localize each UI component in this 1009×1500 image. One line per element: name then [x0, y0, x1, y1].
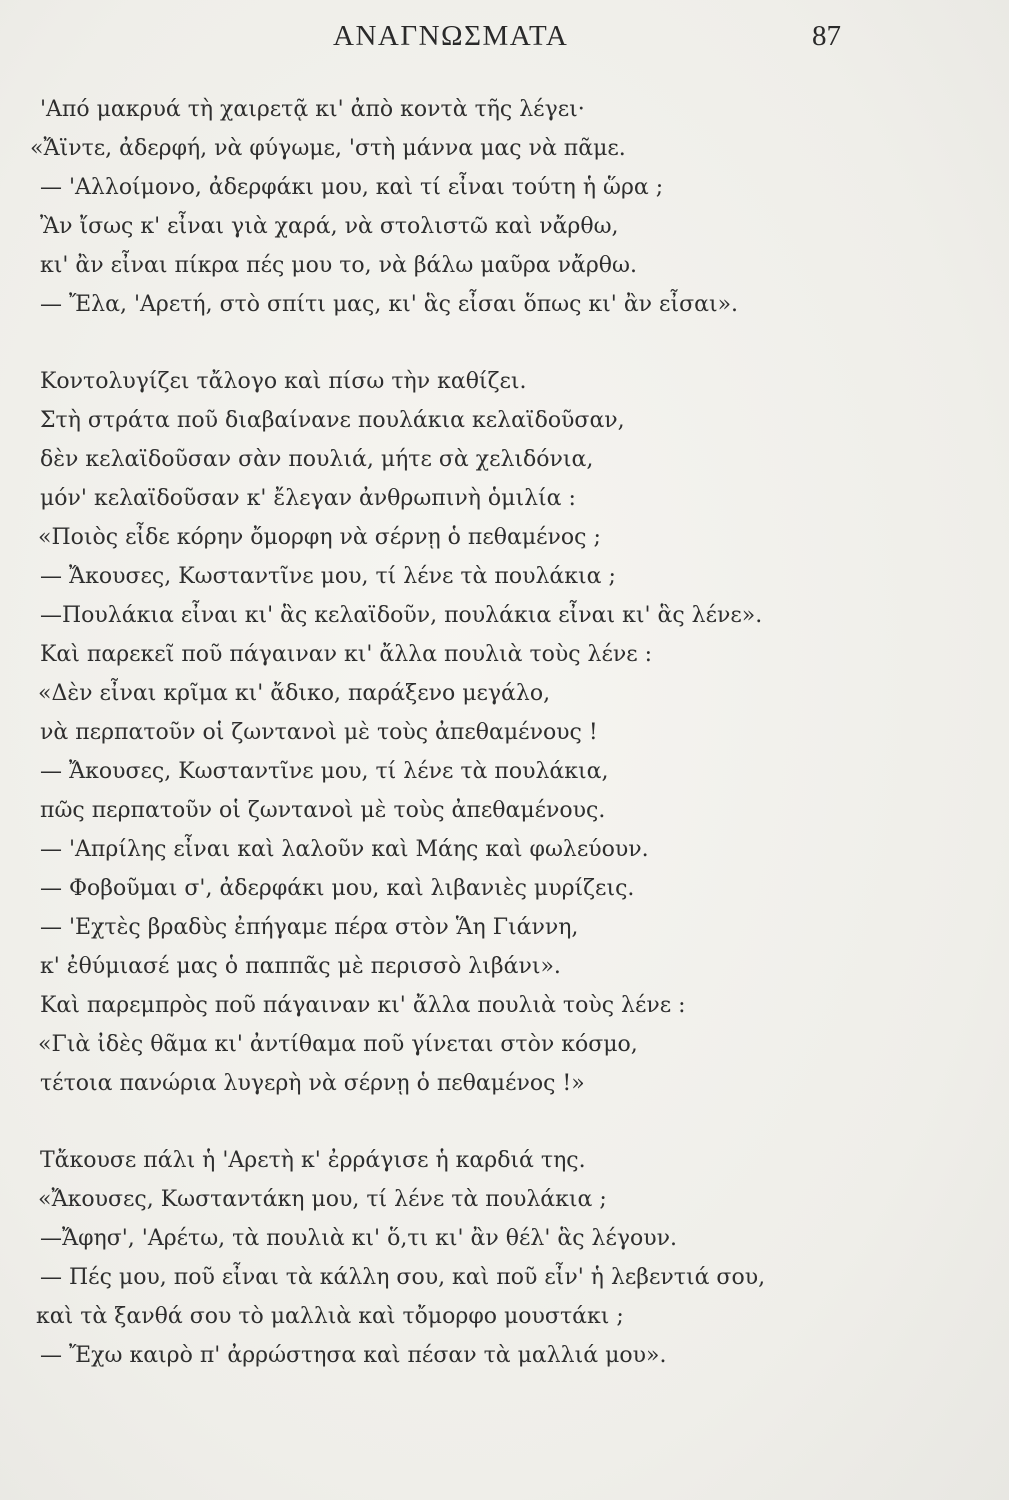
poem-line: νὰ περπατοῦν οἱ ζωντανοὶ μὲ τοὺς ἀπεθαμένους !	[40, 720, 598, 745]
poem-line: — 'Απρίλης εἶναι καὶ λαλοῦν καὶ Μάης καὶ φωλεύουν.	[40, 837, 649, 862]
poem-line: —Πουλάκια εἶναι κι' ἃς κελαϊδοῦν, πουλάκια εἶναι κι' ἃς λένε».	[40, 603, 763, 628]
poem-line: — 'Εχτὲς βραδὺς ἐπήγαμε πέρα στὸν Ἅη Γιάννη,	[40, 915, 579, 940]
poem-line: Καὶ παρεμπρὸς ποῦ πάγαιναν κι' ἄλλα πουλιὰ τοὺς λένε :	[40, 993, 686, 1018]
poem-line: Κοντολυγίζει τἄλογο καὶ πίσω τὴν καθίζει.	[40, 369, 527, 394]
poem-line: — Ἔχω καιρὸ π' ἀρρώστησα καὶ πέσαν τὰ μαλλιά μου».	[40, 1343, 667, 1368]
poem-line: — Ἄκουσες, Κωσταντῖνε μου, τί λένε τὰ πουλάκια,	[40, 759, 609, 784]
poem-line: πῶς περπατοῦν οἱ ζωντανοὶ μὲ τοὺς ἀπεθαμένους.	[40, 798, 606, 823]
poem-line: «Ἄϊντε, ἀδερφή, νὰ φύγωμε, 'στὴ μάννα μας νὰ πᾶμε.	[30, 136, 626, 161]
poem-line: τέτοια πανώρια λυγερὴ νὰ σέρνῃ ὁ πεθαμένος !»	[40, 1071, 585, 1096]
page-header	[0, 20, 1009, 56]
poem-line: — Ἄκουσες, Κωσταντῖνε μου, τί λένε τὰ πουλάκια ;	[40, 564, 616, 589]
poem-line: —Ἄφησ', 'Αρέτω, τὰ πουλιὰ κι' ὅ,τι κι' ἂν θέλ' ἃς λέγουν.	[40, 1226, 678, 1251]
poem-line: κι' ἂν εἶναι πίκρα πές μου το, νὰ βάλω μαῦρα νἄρθω.	[40, 253, 637, 278]
poem-line: κ' ἐθύμιασέ μας ὁ παππᾶς μὲ περισσὸ λιβάνι».	[40, 954, 561, 979]
poem-line: μόν' κελαϊδοῦσαν κ' ἔλεγαν ἀνθρωπινὴ ὁμιλία :	[40, 486, 576, 511]
poem-line: Καὶ παρεκεῖ ποῦ πάγαιναν κι' ἄλλα πουλιὰ τοὺς λένε :	[40, 642, 653, 667]
poem-line: — Πές μου, ποῦ εἶναι τὰ κάλλη σου, καὶ ποῦ εἶν' ἡ λεβεντιά σου,	[40, 1265, 766, 1290]
poem-line: «Γιὰ ἰδὲς θᾶμα κι' ἀντίθαμα ποῦ γίνεται στὸν κόσμο,	[38, 1032, 638, 1057]
poem-line: δὲν κελαϊδοῦσαν σὰν πουλιά, μήτε σὰ χελιδόνια,	[40, 447, 594, 472]
poem-line: «Δὲν εἶναι κρῖμα κι' ἄδικο, παράξενο μεγάλο,	[38, 681, 551, 706]
poem-line: — Φοβοῦμαι σ', ἀδερφάκι μου, καὶ λιβανιὲς μυρίζεις.	[40, 876, 635, 901]
poem-line: — Ἔλα, 'Αρετή, στὸ σπίτι μας, κι' ἃς εἶσαι ὅπως κι' ἂν εἶσαι».	[40, 292, 739, 317]
page-number: 87	[812, 20, 841, 52]
poem-line: καὶ τὰ ξανθά σου τὸ μαλλιὰ καὶ τὄμορφο μουστάκι ;	[36, 1304, 624, 1329]
poem-line: Ἂν ἴσως κ' εἶναι γιὰ χαρά, νὰ στολιστῶ καὶ νἄρθω,	[40, 214, 619, 239]
poem-line: Τἄκουσε πάλι ἡ 'Αρετὴ κ' ἐρράγισε ἡ καρδιά της.	[40, 1148, 586, 1173]
poem-line: «Ποιὸς εἶδε κόρην ὄμορφη νὰ σέρνῃ ὁ πεθαμένος ;	[38, 525, 601, 550]
poem-line: «Ἄκουσες, Κωσταντάκη μου, τί λένε τὰ πουλάκια ;	[38, 1187, 607, 1212]
poem-line: — 'Αλλοίμονο, ἀδερφάκι μου, καὶ τί εἶναι τούτη ἡ ὥρα ;	[40, 175, 664, 200]
poem-line: Στὴ στράτα ποῦ διαβαίνανε πουλάκια κελαϊδοῦσαν,	[40, 408, 625, 433]
running-title: ΑΝΑΓΝΩΣΜΑΤΑ	[333, 20, 569, 52]
poem-line: 'Από μακρυά τὴ χαιρετᾷ κι' ἀπὸ κοντὰ τῆς λέγει·	[40, 97, 585, 122]
